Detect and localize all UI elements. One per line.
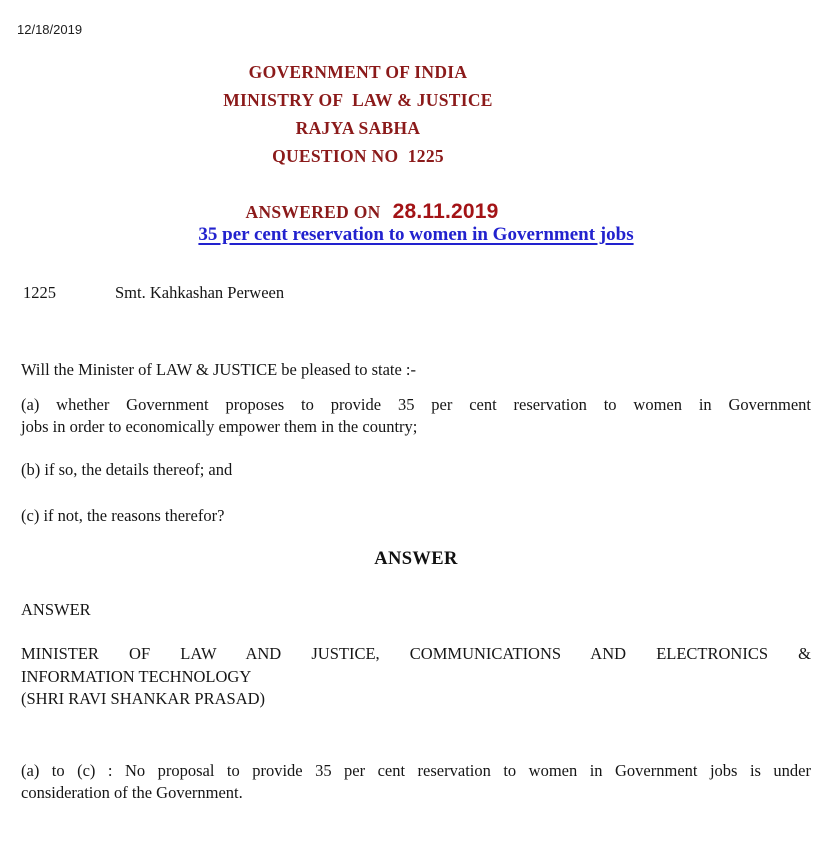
header-question-number: QUESTION NO 1225	[272, 146, 444, 166]
question-title-link[interactable]: 35 per cent reservation to women in Government jobs	[198, 224, 634, 245]
answer-reply-line-1: (a) to (c) : No proposal to provide 35 per cent reservation to women in Government jobs is under	[21, 761, 811, 780]
minister-designation-line-1: MINISTER OF LAW AND JUSTICE, COMMUNICATIONS AND ELECTRONICS &	[21, 644, 811, 663]
header-ministry: MINISTRY OF LAW & JUSTICE	[223, 90, 493, 110]
question-part-a-line-1: (a) whether Government proposes to provide 35 per cent reservation to women in Government	[21, 395, 811, 414]
minister-designation-block	[21, 643, 811, 711]
question-part-b: (b) if so, the details thereof; and	[21, 460, 233, 479]
question-member-name: Smt. Kahkashan Perween	[115, 283, 285, 302]
document-header	[0, 58, 716, 223]
question-intro: Will the Minister of LAW & JUSTICE be pleased to state :-	[21, 360, 417, 379]
question-part-a	[21, 394, 811, 438]
answer-heading: ANSWER	[374, 549, 458, 569]
minister-name: (SHRI RAVI SHANKAR PRASAD)	[21, 689, 266, 708]
answer-reply	[21, 760, 811, 804]
print-date: 12/18/2019	[17, 22, 83, 37]
answered-on-date: 28.11.2019	[392, 200, 499, 223]
question-part-c: (c) if not, the reasons therefor?	[21, 506, 225, 525]
question-part-a-line-2: jobs in order to economically empower them in the country;	[21, 417, 418, 436]
header-answered-on	[0, 170, 716, 223]
minister-designation-line-2: INFORMATION TECHNOLOGY	[21, 666, 252, 686]
question-title	[21, 224, 811, 246]
answer-reply-line-2: consideration of the Government.	[21, 783, 243, 802]
answered-on-label: ANSWERED ON	[245, 202, 381, 222]
question-row	[23, 283, 284, 303]
header-house: RAJYA SABHA	[295, 118, 421, 138]
answer-label: ANSWER	[21, 600, 91, 619]
header-government-of-india: GOVERNMENT OF INDIA	[248, 62, 468, 82]
question-number: 1225	[23, 283, 56, 302]
